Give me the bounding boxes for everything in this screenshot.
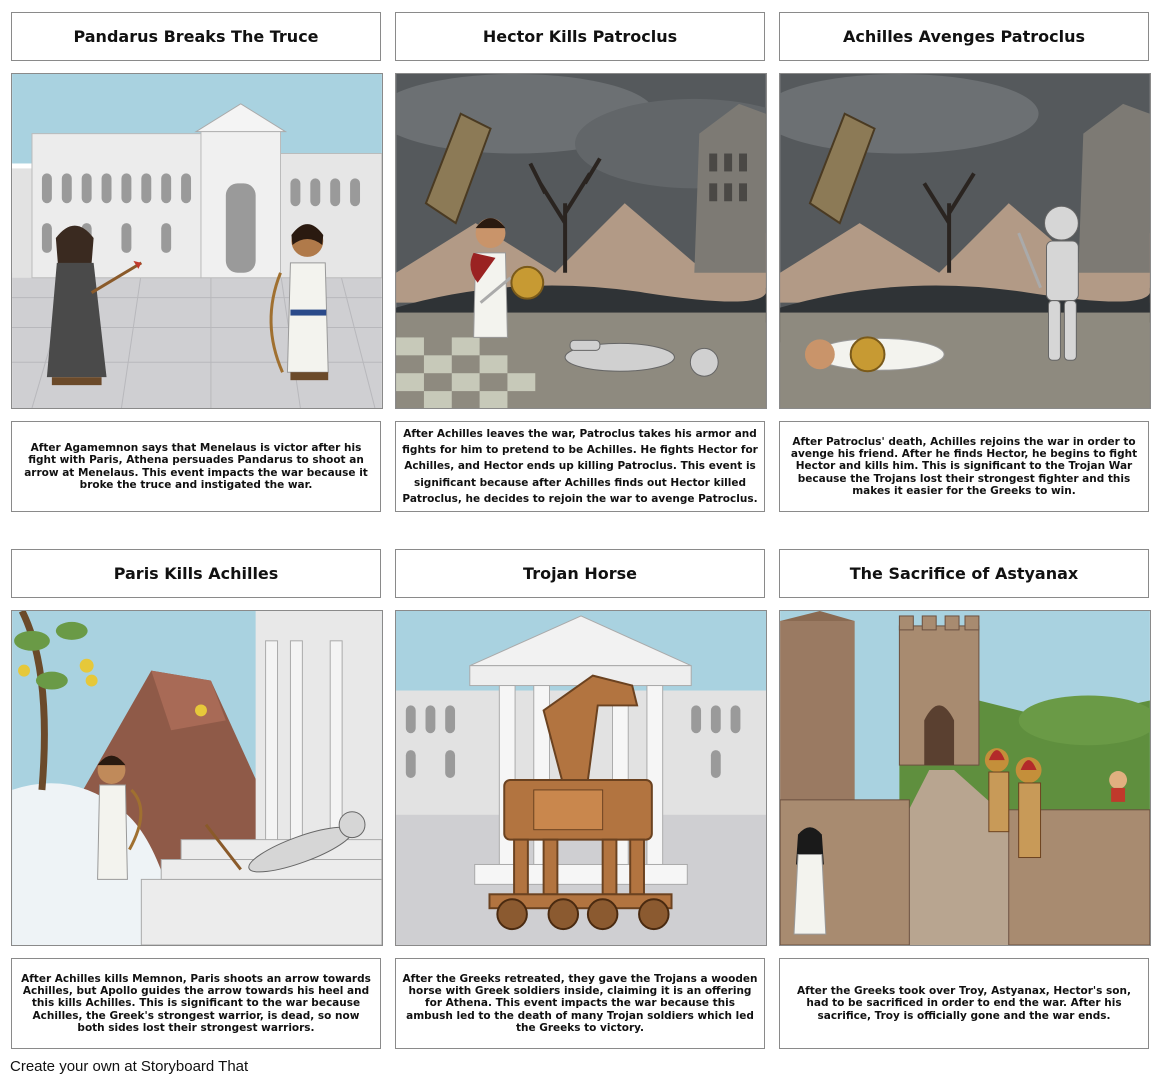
cell-1-image: [11, 73, 383, 409]
ruined-city-scene: [396, 74, 766, 408]
cell-4-image: [11, 610, 383, 946]
cell-5-title: Trojan Horse: [395, 549, 765, 598]
trojan-horse-scene: [396, 611, 766, 945]
cell-3-description: After Patroclus' death, Achilles rejoins the war in order to avenge his friend. After he finds Hector, he begins to fight Hector and kills him. This is significant to the Trojan War because the Trojans lost their strongest fighter and this makes it easier for the Greeks to win.: [779, 421, 1149, 512]
cell-6-description: After the Greeks took over Troy, Astyanax, Hector's son, had to be sacrificed in order to end the war. After his sacrifice, Troy is officially gone and the war ends.: [779, 958, 1149, 1049]
cell-5-image: [395, 610, 767, 946]
storyboard-that-footer-link[interactable]: Create your own at Storyboard That: [10, 1058, 249, 1075]
cell-3-image: [779, 73, 1151, 409]
ruined-city-scene: [780, 74, 1150, 408]
cell-6-image: [779, 610, 1151, 946]
cell-1-description: After Agamemnon says that Menelaus is victor after his fight with Paris, Athena persuades Pandarus to shoot an arrow at Menelaus. This event impacts the war because it broke the truce and instigated the war.: [11, 421, 381, 512]
cell-2-title: Hector Kills Patroclus: [395, 12, 765, 61]
cell-2-image: [395, 73, 767, 409]
temple-hill-scene: [12, 611, 382, 945]
city-wall-scene: [780, 611, 1150, 945]
cell-4-description: After Achilles kills Memnon, Paris shoots an arrow towards Achilles, but Apollo guides the arrow towards his heel and this kills Achilles. This is significant to the war because Achilles, the Greek's strongest warrior, is dead, so now both sides lost their strongest warriors.: [11, 958, 381, 1049]
cell-4-title: Paris Kills Achilles: [11, 549, 381, 598]
temple-scene: [12, 74, 382, 408]
cell-6-title: The Sacrifice of Astyanax: [779, 549, 1149, 598]
cell-2-description: After Achilles leaves the war, Patroclus takes his armor and fights for him to pretend to be Achilles. He fights Hector for Achilles, and Hector ends up killing Patroclus. This event is significant because after Achilles finds out Hector killed Patroclus, he decides to rejoin the war to avenge Patroclus.: [395, 421, 765, 512]
cell-5-description: After the Greeks retreated, they gave the Trojans a wooden horse with Greek soldiers inside, claiming it is an offering for Athena. This event impacts the war because this ambush led to the death of many Trojan soldiers which led the Greeks to victory.: [395, 958, 765, 1049]
cell-1-title: Pandarus Breaks The Truce: [11, 12, 381, 61]
cell-3-title: Achilles Avenges Patroclus: [779, 12, 1149, 61]
